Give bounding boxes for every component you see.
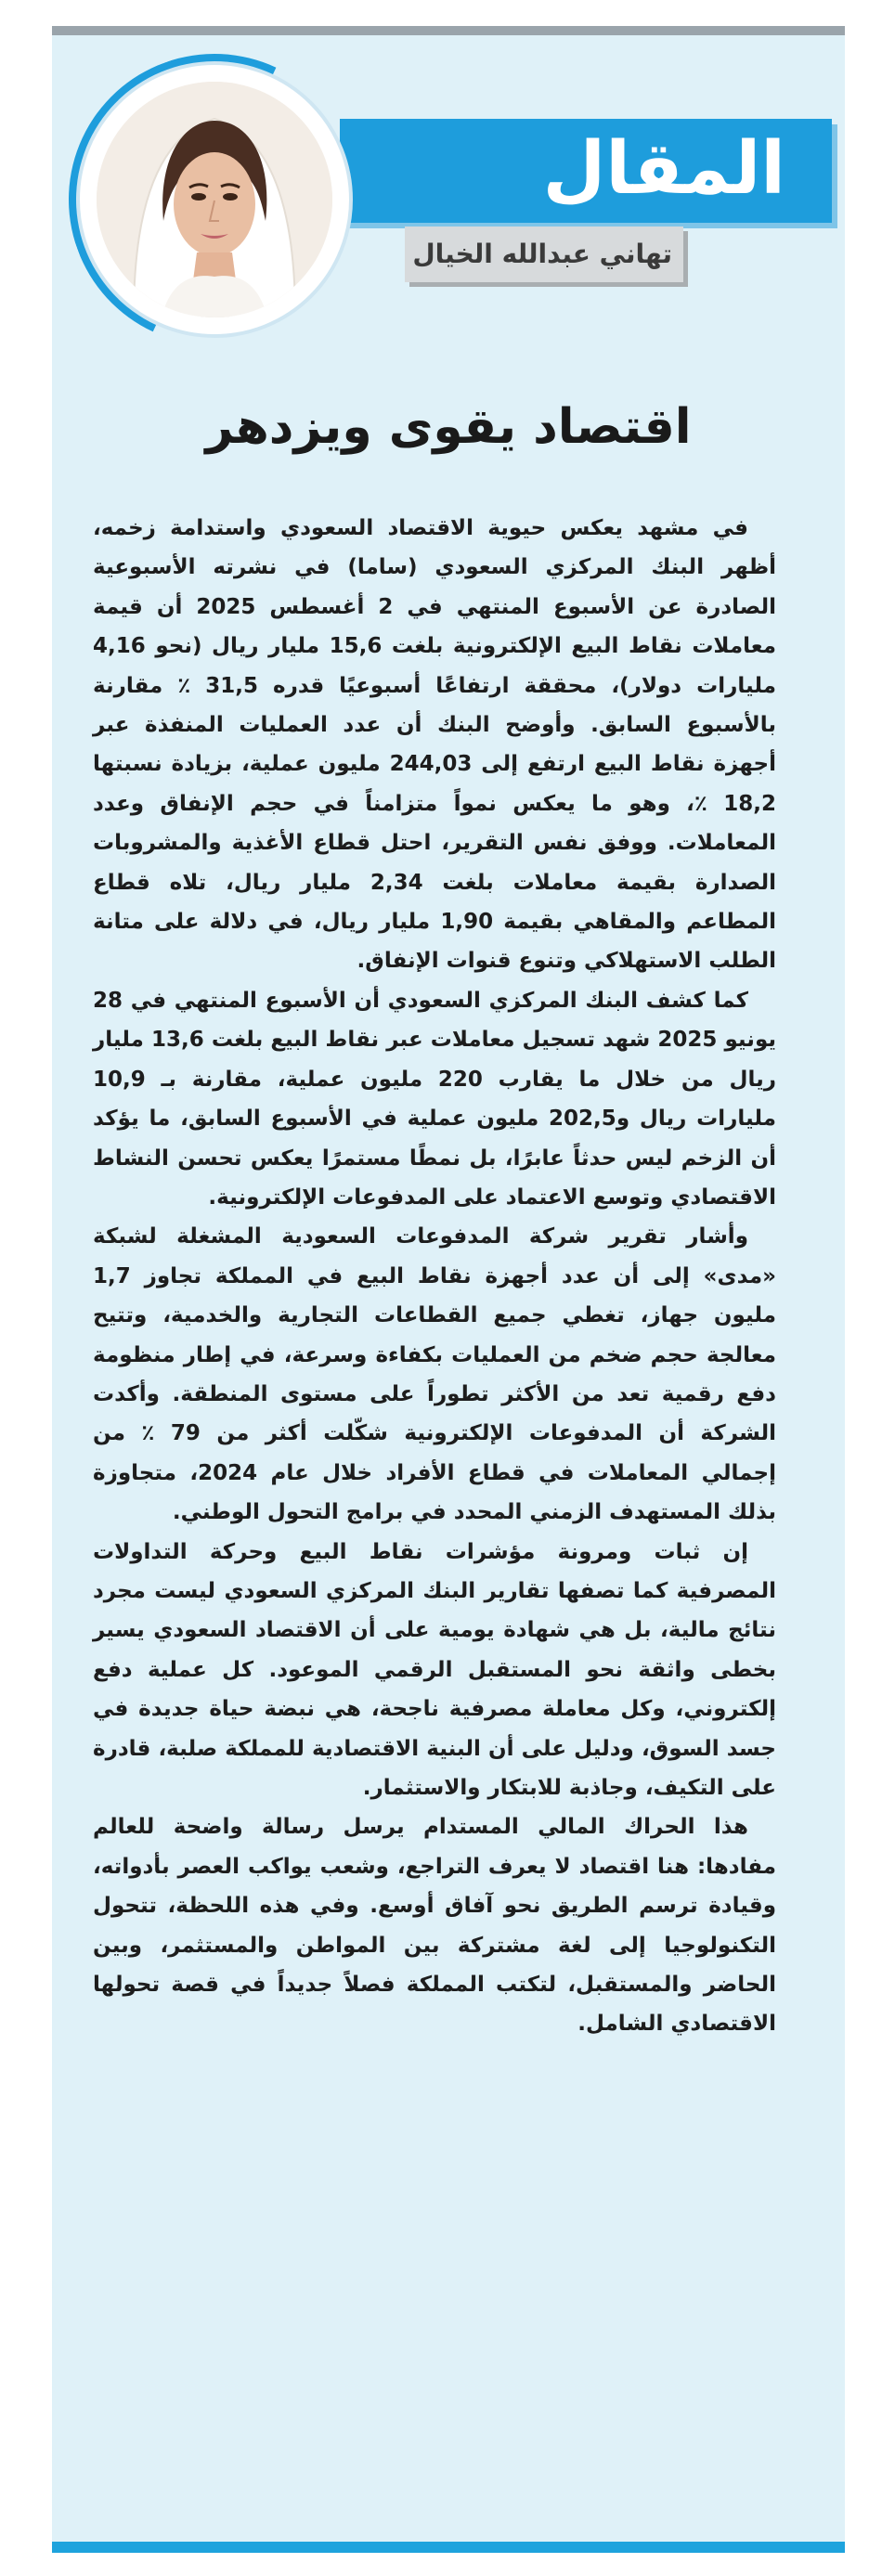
author-name: تهاني عبدالله الخيال — [412, 239, 672, 269]
section-title: المقال — [542, 127, 785, 211]
article-paragraph-5: هذا الحراك المالي المستدام يرسل رسالة واضحة للعالم مفادها: هنا اقتصاد لا يعرف التراجع، وشعب يواكب العصر بأدواته، وقيادة ترسم الطريق نحو آفاق أوسع. وفي هذه اللحظة، تتحول التكنولوجيا إلى لغة مشتركة بين المواطن والمستثمر، وبين الحاضر والمستقبل، لتكتب المملكة فصلاً جديداً في قصة تحولها الاقتصادي الشامل. — [93, 1815, 776, 2037]
article-paragraph-4: إن ثبات ومرونة مؤشرات نقاط البيع وحركة التداولات المصرفية كما تصفها تقارير البنك المركزي السعودي ليست مجرد نتائج مالية، بل هي شهادة يومية على أن الاقتصاد السعودي يسير بخطى واثقة نحو المستقبل الرقمي الموعود. كل عملية دفع إلكتروني، وكل معاملة مصرفية ناجحة، هي نبضة حياة جديدة في جسد السوق، ودليل على أن البنية الاقتصادية للمملكة صلبة، قادرة على التكيف، وجاذبة للابتكار والاستثمار. — [93, 1539, 776, 1800]
article-body — [93, 509, 776, 2044]
article-paragraph-1: في مشهد يعكس حيوية الاقتصاد السعودي واستدامة زخمه، أظهر البنك المركزي السعودي (ساما) في نشرته الأسبوعية الصادرة عن الأسبوع المنتهي في 2 أغسطس 2025 أن قيمة معاملات نقاط البيع الإلكترونية بلغت 15,6 مليار ريال (نحو 4,16 مليارات دولار)، محققة ارتفاعًا أسبوعيًا قدره 31,5 ٪ مقارنة بالأسبوع السابق. وأوضح البنك أن عدد العمليات المنفذة عبر أجهزة نقاط البيع ارتفع إلى 244,03 مليون عملية، بزيادة نسبتها 18,2 ٪، وهو ما يعكس نمواً متزامناً في حجم الإنفاق وعدد المعاملات. ووفق نفس التقرير، احتل قطاع الأغذية والمشروبات الصدارة بقيمة معاملات بلغت 2,34 مليار ريال، تلاه قطاع المطاعم والمقاهي بقيمة 1,90 مليار ريال، في دلالة على متانة الطلب الاستهلاكي وتنوع قنوات الإنفاق. — [93, 516, 776, 974]
bottom-rule — [52, 2542, 845, 2553]
article-headline: اقتصاد يقوى ويزدهر — [205, 399, 692, 455]
author-portrait-icon — [97, 82, 332, 317]
article-paragraph-3: وأشار تقرير شركة المدفوعات السعودية المشغلة لشبكة «مدى» إلى أن عدد أجهزة نقاط البيع في المملكة تجاوز 1,7 مليون جهاز، تغطي جميع القطاعات التجارية والخدمية، وتتيح معالجة حجم ضخم من العمليات بكفاءة وسرعة، في إطار منظومة دفع رقمية تعد من الأكثر تطوراً على مستوى المنطقة. وأكدت الشركة أن المدفوعات الإلكترونية شكّلت أكثر من 79 ٪ من إجمالي المعاملات في قطاع الأفراد خلال عام 2024، متجاوزة بذلك المستهدف الزمني المحدد في برامج التحول الوطني. — [93, 1224, 776, 1525]
author-avatar — [97, 82, 332, 317]
top-rule — [52, 26, 845, 35]
article-paragraph-2: كما كشف البنك المركزي السعودي أن الأسبوع المنتهي في 28 يونيو 2025 شهد تسجيل معاملات عبر نقاط البيع بلغت 13,6 مليار ريال من خلال ما يقارب 220 مليون عملية، مقارنة بـ 10,9 مليارات ريال و202,5 مليون عملية في الأسبوع السابق، ما يؤكد أن الزخم ليس حدثاً عابرًا، بل نمطًا مستمرًا يعكس تحسن النشاط الاقتصادي وتوسع الاعتماد على المدفوعات الإلكترونية. — [93, 988, 777, 1210]
